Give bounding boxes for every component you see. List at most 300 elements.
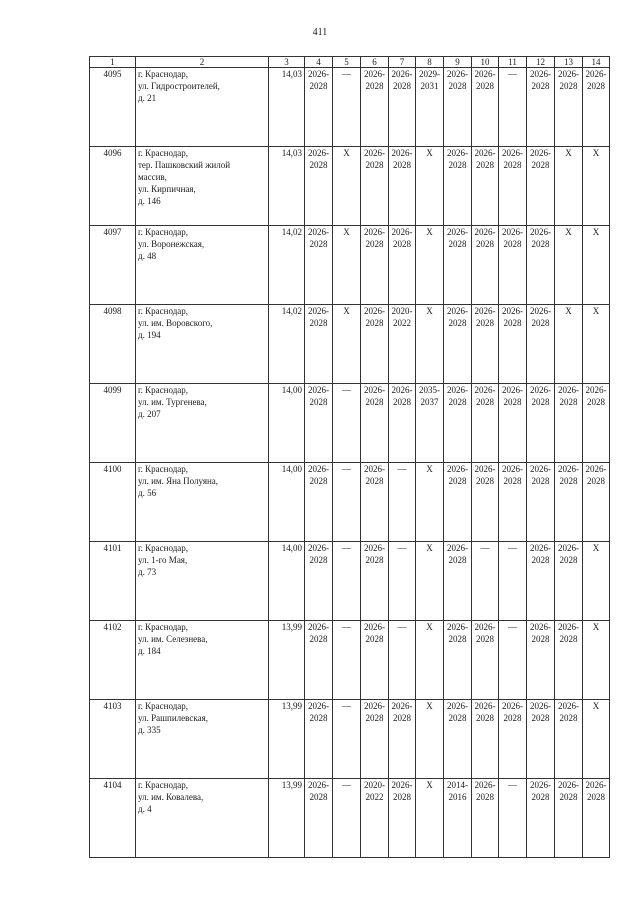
period-cell-col-13 (555, 621, 583, 700)
period-cell-col-12 (527, 463, 555, 542)
period-cell-col-8 (416, 384, 444, 463)
period-cell-col-4 (305, 779, 333, 858)
table-row (90, 226, 610, 305)
page-number: 411 (312, 27, 328, 38)
area-cell: 14,00 (269, 542, 305, 621)
period-cell-col-13 (555, 68, 583, 147)
period-value: X (565, 306, 572, 316)
address-line: ул. Воронежская, (138, 238, 205, 249)
period-cell-col-7 (389, 384, 416, 463)
period-value: 2026- 2028 (391, 227, 413, 249)
area-cell: 13,99 (269, 779, 305, 858)
period-value: 2026- 2028 (474, 464, 496, 486)
address-line: д. 335 (138, 724, 161, 735)
period-value: X (592, 306, 600, 316)
period-cell-col-8 (416, 305, 444, 384)
address-line: д. 146 (138, 195, 161, 206)
period-cell-col-5 (333, 542, 361, 621)
period-value: — (508, 543, 517, 553)
area-cell: 14,02 (269, 226, 305, 305)
period-cell-col-8 (416, 68, 444, 147)
address-line: д. 56 (138, 487, 157, 498)
table-row (90, 147, 610, 226)
address-line: д. 184 (138, 645, 161, 656)
period-value: 2026- 2028 (585, 464, 607, 486)
period-value: X (592, 701, 600, 711)
period-value: 2026- 2028 (364, 148, 385, 170)
period-value: X (343, 148, 350, 158)
period-value: 2026- 2028 (474, 385, 496, 407)
period-cell-col-6 (361, 147, 389, 226)
period-cell-col-14 (583, 384, 610, 463)
period-value: 2026- 2028 (585, 69, 607, 91)
address-line: д. 48 (138, 250, 157, 261)
address-cell (136, 68, 269, 147)
address-line: ул. им. Яна Полуяна, (138, 475, 219, 486)
period-value: 2026- 2028 (558, 385, 579, 407)
period-value: 2026- 2028 (502, 464, 523, 486)
period-value: X (426, 543, 433, 553)
period-value: 2026- 2028 (447, 622, 468, 644)
address-line: г. Краснодар, (138, 622, 189, 632)
period-value: 2026- 2028 (502, 148, 523, 170)
period-cell-col-9 (444, 68, 472, 147)
period-cell-col-11 (499, 68, 527, 147)
period-cell-col-7 (389, 621, 416, 700)
row-number: 4099 (90, 384, 136, 463)
address-line: массив, (138, 171, 167, 182)
column-number-1: 1 (90, 57, 136, 68)
row-number: 4100 (90, 463, 136, 542)
period-value: — (342, 701, 351, 711)
period-value: 2026- 2028 (530, 780, 551, 802)
period-value: 2026- 2028 (308, 306, 329, 328)
period-value: 2029- 2031 (419, 69, 440, 91)
period-value: 2026- 2028 (308, 543, 329, 565)
period-value: 2026- 2028 (308, 227, 329, 249)
address-line: г. Краснодар, (138, 780, 189, 790)
period-cell-col-13 (555, 305, 583, 384)
period-value: 2026- 2028 (308, 622, 329, 644)
period-value: 2026- 2028 (530, 385, 551, 407)
period-value: — (397, 543, 407, 553)
period-cell-col-5 (333, 384, 361, 463)
period-value: 2026- 2028 (447, 464, 468, 486)
period-cell-col-13 (555, 226, 583, 305)
period-value: 2026- 2028 (474, 69, 496, 91)
period-cell-col-11 (499, 384, 527, 463)
period-value: — (508, 69, 517, 79)
period-value: 2026- 2028 (308, 464, 329, 486)
period-value: 2026- 2028 (308, 148, 329, 170)
column-number-8: 8 (416, 57, 444, 68)
period-cell-col-6 (361, 68, 389, 147)
address-line: г. Краснодар, (138, 148, 189, 158)
column-number-13: 13 (555, 57, 583, 68)
period-cell-col-7 (389, 305, 416, 384)
period-value: 2026- 2028 (364, 464, 385, 486)
column-number-12: 12 (527, 57, 555, 68)
period-cell-col-9 (444, 384, 472, 463)
period-value: — (508, 622, 517, 632)
period-cell-col-14 (583, 700, 610, 779)
period-value: 2026- 2028 (558, 701, 579, 723)
period-cell-col-4 (305, 384, 333, 463)
period-value: — (397, 464, 407, 474)
period-value: — (508, 780, 517, 790)
period-cell-col-13 (555, 779, 583, 858)
table-row (90, 68, 610, 147)
period-value: — (342, 622, 351, 632)
period-value: 2026- 2028 (364, 701, 385, 723)
address-cell (136, 621, 269, 700)
address-line: ул. Кирпичная, (138, 183, 196, 194)
period-cell-col-8 (416, 226, 444, 305)
address-cell (136, 463, 269, 542)
period-cell-col-12 (527, 147, 555, 226)
period-cell-col-11 (499, 779, 527, 858)
period-cell-col-4 (305, 226, 333, 305)
table-row (90, 542, 610, 621)
period-value: 2026- 2028 (502, 306, 523, 328)
period-cell-col-7 (389, 542, 416, 621)
period-cell-col-14 (583, 226, 610, 305)
period-value: 2026- 2028 (447, 148, 468, 170)
address-line: д. 73 (138, 566, 157, 577)
period-cell-col-5 (333, 463, 361, 542)
period-cell-col-9 (444, 779, 472, 858)
period-cell-col-13 (555, 700, 583, 779)
period-cell-col-13 (555, 463, 583, 542)
period-cell-col-10 (472, 463, 499, 542)
address-cell (136, 542, 269, 621)
area-cell: 13,99 (269, 700, 305, 779)
period-value: 2026- 2028 (308, 385, 329, 407)
period-value: 2026- 2028 (474, 701, 496, 723)
period-value: 2026- 2028 (530, 543, 551, 565)
period-cell-col-12 (527, 226, 555, 305)
period-cell-col-8 (416, 700, 444, 779)
address-line: ул. 1-го Мая, (138, 554, 188, 565)
period-value: X (426, 464, 433, 474)
address-line: г. Краснодар, (138, 227, 189, 237)
period-value: X (565, 148, 572, 158)
row-number: 4095 (90, 68, 136, 147)
period-value: 2026- 2028 (530, 701, 551, 723)
period-cell-col-11 (499, 147, 527, 226)
period-cell-col-6 (361, 542, 389, 621)
period-cell-col-6 (361, 384, 389, 463)
period-cell-col-6 (361, 621, 389, 700)
period-value: X (343, 227, 350, 237)
period-cell-col-6 (361, 305, 389, 384)
period-value: X (426, 306, 433, 316)
address-cell (136, 226, 269, 305)
period-cell-col-7 (389, 779, 416, 858)
area-cell: 14,00 (269, 384, 305, 463)
address-cell (136, 384, 269, 463)
period-value: 2026- 2028 (530, 464, 551, 486)
period-value: 2026- 2028 (530, 227, 551, 249)
period-cell-col-11 (499, 226, 527, 305)
period-cell-col-9 (444, 463, 472, 542)
period-cell-col-14 (583, 779, 610, 858)
column-number-3: 3 (269, 57, 305, 68)
period-cell-col-9 (444, 305, 472, 384)
address-line: д. 21 (138, 92, 157, 103)
period-value: 2026- 2028 (474, 622, 496, 644)
column-number-5: 5 (333, 57, 361, 68)
period-cell-col-14 (583, 305, 610, 384)
column-number-7: 7 (389, 57, 416, 68)
period-cell-col-10 (472, 68, 499, 147)
period-cell-col-13 (555, 384, 583, 463)
period-value: 2026- 2028 (474, 148, 496, 170)
period-value: 2026- 2028 (558, 464, 579, 486)
period-cell-col-7 (389, 68, 416, 147)
period-value: 2026- 2028 (391, 69, 413, 91)
column-number-11: 11 (499, 57, 527, 68)
period-value: X (343, 306, 350, 316)
period-cell-col-8 (416, 463, 444, 542)
period-value: 2026- 2028 (530, 69, 551, 91)
period-value: — (342, 780, 351, 790)
address-line: г. Краснодар, (138, 385, 189, 395)
period-cell-col-10 (472, 147, 499, 226)
period-value: 2026- 2028 (502, 227, 523, 249)
table-row (90, 384, 610, 463)
row-number: 4103 (90, 700, 136, 779)
period-cell-col-13 (555, 542, 583, 621)
address-line: тер. Пашковский жилой (138, 159, 231, 170)
address-cell (136, 779, 269, 858)
period-value: 2026- 2028 (447, 227, 468, 249)
column-number-row (90, 57, 610, 68)
period-cell-col-8 (416, 621, 444, 700)
period-value: 2026- 2028 (530, 622, 551, 644)
column-number-6: 6 (361, 57, 389, 68)
period-cell-col-4 (305, 700, 333, 779)
row-number: 4102 (90, 621, 136, 700)
period-cell-col-7 (389, 147, 416, 226)
period-value: X (592, 227, 600, 237)
period-value: 2020- 2022 (364, 780, 385, 802)
column-number-2: 2 (136, 57, 269, 68)
period-cell-col-6 (361, 226, 389, 305)
period-value: 2026- 2028 (364, 227, 385, 249)
period-value: 2026- 2028 (364, 543, 385, 565)
column-number-9: 9 (444, 57, 472, 68)
period-cell-col-14 (583, 147, 610, 226)
period-value: — (342, 385, 351, 395)
address-line: г. Краснодар, (138, 543, 189, 553)
period-cell-col-7 (389, 226, 416, 305)
period-value: 2026- 2028 (502, 385, 523, 407)
table-row (90, 305, 610, 384)
period-cell-col-5 (333, 305, 361, 384)
period-cell-col-8 (416, 147, 444, 226)
period-cell-col-12 (527, 68, 555, 147)
table-row (90, 779, 610, 858)
period-cell-col-11 (499, 621, 527, 700)
period-value: 2026- 2028 (558, 543, 579, 565)
period-cell-col-5 (333, 700, 361, 779)
period-cell-col-4 (305, 305, 333, 384)
period-value: 2026- 2028 (364, 622, 385, 644)
period-value: X (426, 622, 433, 632)
period-value: 2026- 2028 (530, 148, 551, 170)
column-number-10: 10 (472, 57, 499, 68)
address-line: г. Краснодар, (138, 69, 189, 79)
period-value: 2026- 2028 (447, 306, 468, 328)
period-cell-col-12 (527, 779, 555, 858)
period-cell-col-9 (444, 226, 472, 305)
row-number: 4097 (90, 226, 136, 305)
period-cell-col-11 (499, 305, 527, 384)
period-cell-col-14 (583, 68, 610, 147)
period-cell-col-10 (472, 779, 499, 858)
period-cell-col-13 (555, 147, 583, 226)
period-cell-col-5 (333, 226, 361, 305)
period-cell-col-12 (527, 542, 555, 621)
period-cell-col-10 (472, 226, 499, 305)
period-value: 2026- 2028 (447, 385, 468, 407)
period-value: X (592, 543, 600, 553)
period-cell-col-4 (305, 147, 333, 226)
period-value: 2026- 2028 (558, 780, 579, 802)
area-cell: 14,02 (269, 305, 305, 384)
period-cell-col-7 (389, 463, 416, 542)
period-cell-col-14 (583, 542, 610, 621)
period-cell-col-9 (444, 542, 472, 621)
period-value: 2026- 2028 (585, 385, 607, 407)
period-value: — (342, 543, 351, 553)
period-value: 2026- 2028 (447, 701, 468, 723)
address-line: ул. им. Тургенева, (138, 396, 207, 407)
period-cell-col-11 (499, 542, 527, 621)
period-value: 2014- 2016 (447, 780, 468, 802)
row-number: 4098 (90, 305, 136, 384)
period-value: X (426, 148, 433, 158)
period-cell-col-12 (527, 305, 555, 384)
period-value: 2026- 2028 (391, 780, 413, 802)
address-line: ул. им. Ковалева, (138, 791, 204, 802)
period-cell-col-10 (472, 384, 499, 463)
period-value: 2026- 2028 (391, 148, 413, 170)
registry-body (90, 57, 610, 858)
period-value: 2026- 2028 (558, 69, 579, 91)
period-cell-col-14 (583, 621, 610, 700)
period-value: 2026- 2028 (364, 385, 385, 407)
period-cell-col-4 (305, 68, 333, 147)
period-cell-col-14 (583, 463, 610, 542)
period-value: X (592, 148, 600, 158)
address-line: д. 194 (138, 329, 161, 340)
period-cell-col-10 (472, 700, 499, 779)
period-cell-col-12 (527, 384, 555, 463)
row-number: 4104 (90, 779, 136, 858)
period-value: — (342, 69, 351, 79)
period-value: 2026- 2028 (308, 701, 329, 723)
period-value: 2026- 2028 (391, 385, 413, 407)
address-cell (136, 147, 269, 226)
registry-table (89, 56, 610, 858)
period-cell-col-5 (333, 621, 361, 700)
table-row (90, 463, 610, 542)
period-cell-col-11 (499, 463, 527, 542)
period-value: X (426, 780, 433, 790)
period-value: — (480, 543, 490, 553)
row-number: 4101 (90, 542, 136, 621)
address-line: г. Краснодар, (138, 306, 189, 316)
area-cell: 14,03 (269, 147, 305, 226)
period-cell-col-10 (472, 305, 499, 384)
period-value: 2026- 2028 (364, 306, 385, 328)
period-value: 2026- 2028 (530, 306, 551, 328)
address-line: ул. Рашпилевская, (138, 712, 208, 723)
period-cell-col-5 (333, 147, 361, 226)
address-line: ул. им. Воровского, (138, 317, 213, 328)
period-cell-col-10 (472, 542, 499, 621)
column-number-4: 4 (305, 57, 333, 68)
table-row (90, 700, 610, 779)
period-value: 2026- 2028 (558, 622, 579, 644)
period-cell-col-11 (499, 700, 527, 779)
area-cell: 14,03 (269, 68, 305, 147)
period-cell-col-12 (527, 621, 555, 700)
period-value: 2026- 2028 (308, 69, 329, 91)
period-value: — (397, 622, 407, 632)
period-value: 2020- 2022 (391, 306, 413, 328)
period-cell-col-7 (389, 700, 416, 779)
column-number-14: 14 (583, 57, 610, 68)
period-value: 2026- 2028 (474, 227, 496, 249)
address-line: ул. Гидростроителей, (138, 80, 220, 91)
period-cell-col-9 (444, 621, 472, 700)
period-value: 2026- 2028 (447, 543, 468, 565)
period-cell-col-9 (444, 700, 472, 779)
period-cell-col-5 (333, 68, 361, 147)
period-value: X (426, 701, 433, 711)
period-value: 2026- 2028 (585, 780, 607, 802)
row-number: 4096 (90, 147, 136, 226)
period-value: 2026- 2028 (447, 69, 468, 91)
period-value: 2026- 2028 (474, 306, 496, 328)
area-cell: 13,99 (269, 621, 305, 700)
address-line: г. Краснодар, (138, 464, 189, 474)
period-cell-col-8 (416, 542, 444, 621)
period-value: X (565, 227, 572, 237)
period-value: 2026- 2028 (502, 701, 523, 723)
period-value: 2026- 2028 (391, 701, 413, 723)
period-cell-col-4 (305, 621, 333, 700)
period-cell-col-6 (361, 700, 389, 779)
area-cell: 14,00 (269, 463, 305, 542)
table-row (90, 621, 610, 700)
address-line: г. Краснодар, (138, 701, 189, 711)
period-cell-col-6 (361, 779, 389, 858)
period-value: X (426, 227, 433, 237)
period-cell-col-10 (472, 621, 499, 700)
address-cell (136, 305, 269, 384)
address-line: ул. им. Селезнева, (138, 633, 208, 644)
period-value: 2026- 2028 (364, 69, 385, 91)
period-value: — (342, 464, 351, 474)
period-cell-col-5 (333, 779, 361, 858)
period-value: X (592, 622, 600, 632)
period-value: 2026- 2028 (308, 780, 329, 802)
period-cell-col-12 (527, 700, 555, 779)
